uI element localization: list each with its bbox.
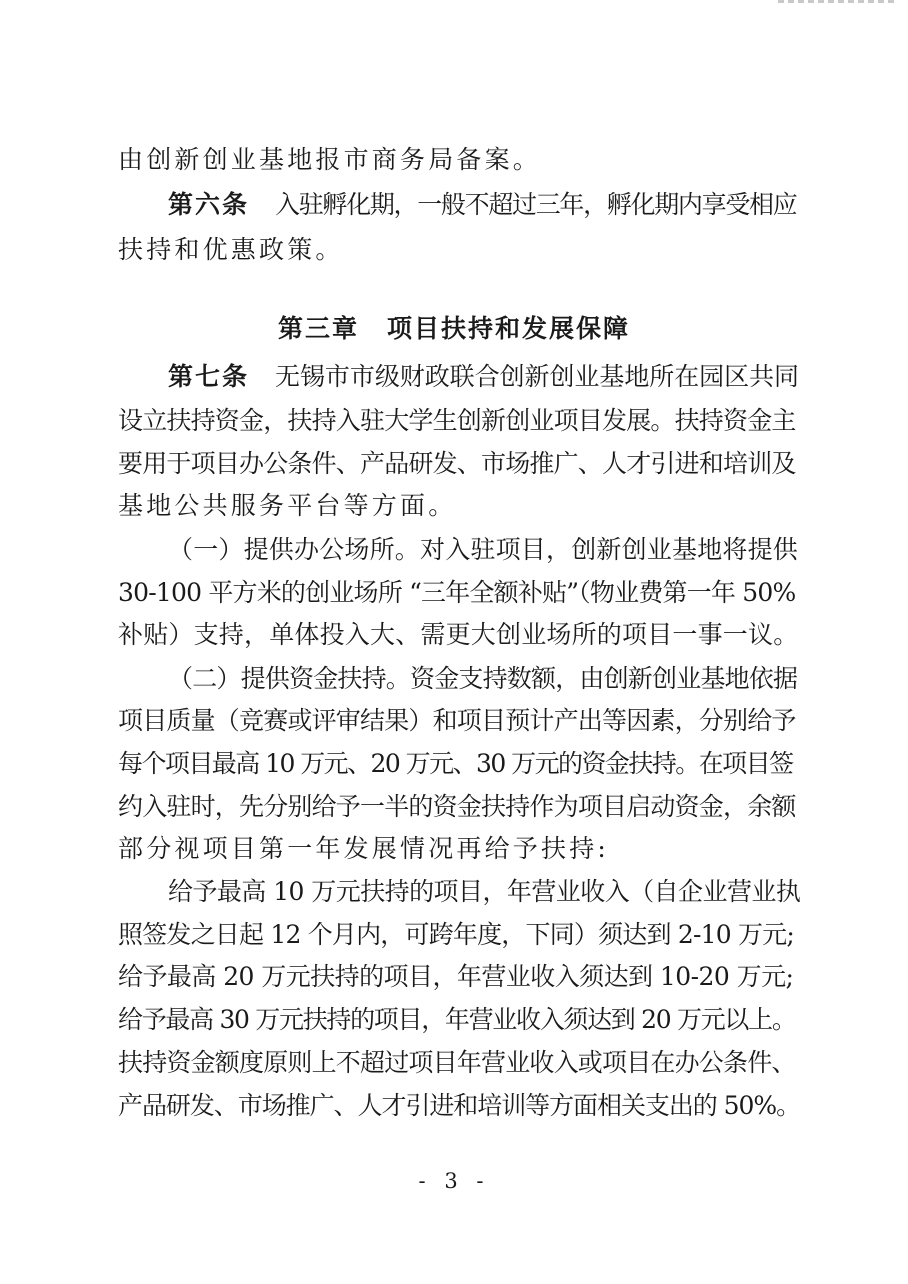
item-1-line-2: 30-100 平方米的创业场所 “三年全额补贴”（物业费第一年 50% xyxy=(118,578,796,607)
item-1-line-1: （一）提供办公场所。对入驻项目，创新创业基地将提供 xyxy=(168,535,799,564)
article-7-line-1 xyxy=(168,362,799,392)
item-2-detail-line-3: 给予最高 20 万元扶持的项目，年营业收入须达到 10-20 万元; xyxy=(118,962,794,991)
article-6-text: 入驻孵化期，一般不超过三年，孵化期内享受相应 xyxy=(275,190,797,219)
article-7-line-2: 设立扶持资金，扶持入驻大学生创新创业项目发展。扶持资金主 xyxy=(118,406,796,435)
article-7-line-4: 基地公共服务平台等方面。 xyxy=(118,491,457,520)
article-6-line-2: 扶持和优惠政策。 xyxy=(118,235,344,264)
article-6-label: 第六条 xyxy=(168,190,250,219)
intro-line: 由创新创业基地报市商务局备案。 xyxy=(118,145,542,174)
item-2-detail-line-2: 照签发之日起 12 个月内，可跨年度，下同）须达到 2-10 万元; xyxy=(118,920,794,949)
chapter-title: 项目扶持和发展保障 xyxy=(387,314,631,343)
chapter-number: 第三章 xyxy=(277,314,359,343)
article-7-label: 第七条 xyxy=(168,362,250,391)
item-2-line-5: 部分视项目第一年发展情况再给予扶持: xyxy=(118,834,610,863)
chapter-heading xyxy=(0,314,908,344)
article-7-text: 无锡市市级财政联合创新创业基地所在园区共同 xyxy=(275,362,799,391)
item-2-line-3: 每个项目最高 10 万元、20 万元、30 万元的资金扶持。在项目签 xyxy=(118,749,793,778)
item-2-detail-line-5: 扶持资金额度原则上不超过项目年营业收入或项目在办公条件、 xyxy=(118,1048,796,1077)
scan-artifact xyxy=(778,0,898,3)
item-2-line-1: （二）提供资金扶持。资金支持数额，由创新创业基地依据 xyxy=(168,664,798,693)
item-1-line-3: 补贴）支持，单体投入大、需更大创业场所的项目一事一议。 xyxy=(118,620,799,649)
item-2-detail-line-4: 给予最高 30 万元扶持的项目，年营业收入须达到 20 万元以上。 xyxy=(118,1005,796,1034)
article-7-line-3: 要用于项目办公条件、产品研发、市场推广、人才引进和培训及 xyxy=(118,449,796,478)
article-6-line-1 xyxy=(168,190,796,220)
item-2-detail-line-6: 产品研发、市场推广、人才引进和培训等方面相关支出的 50%。 xyxy=(118,1091,801,1120)
item-2-detail-line-1: 给予最高 10 万元扶持的项目，年营业收入（自企业营业执 xyxy=(168,877,801,906)
item-2-line-4: 约入驻时，先分别给予一半的资金扶持作为项目启动资金，余额 xyxy=(118,792,796,821)
item-2-line-2: 项目质量（竞赛或评审结果）和项目预计产出等因素，分别给予 xyxy=(118,706,796,735)
page-number: - 3 - xyxy=(418,1169,490,1193)
